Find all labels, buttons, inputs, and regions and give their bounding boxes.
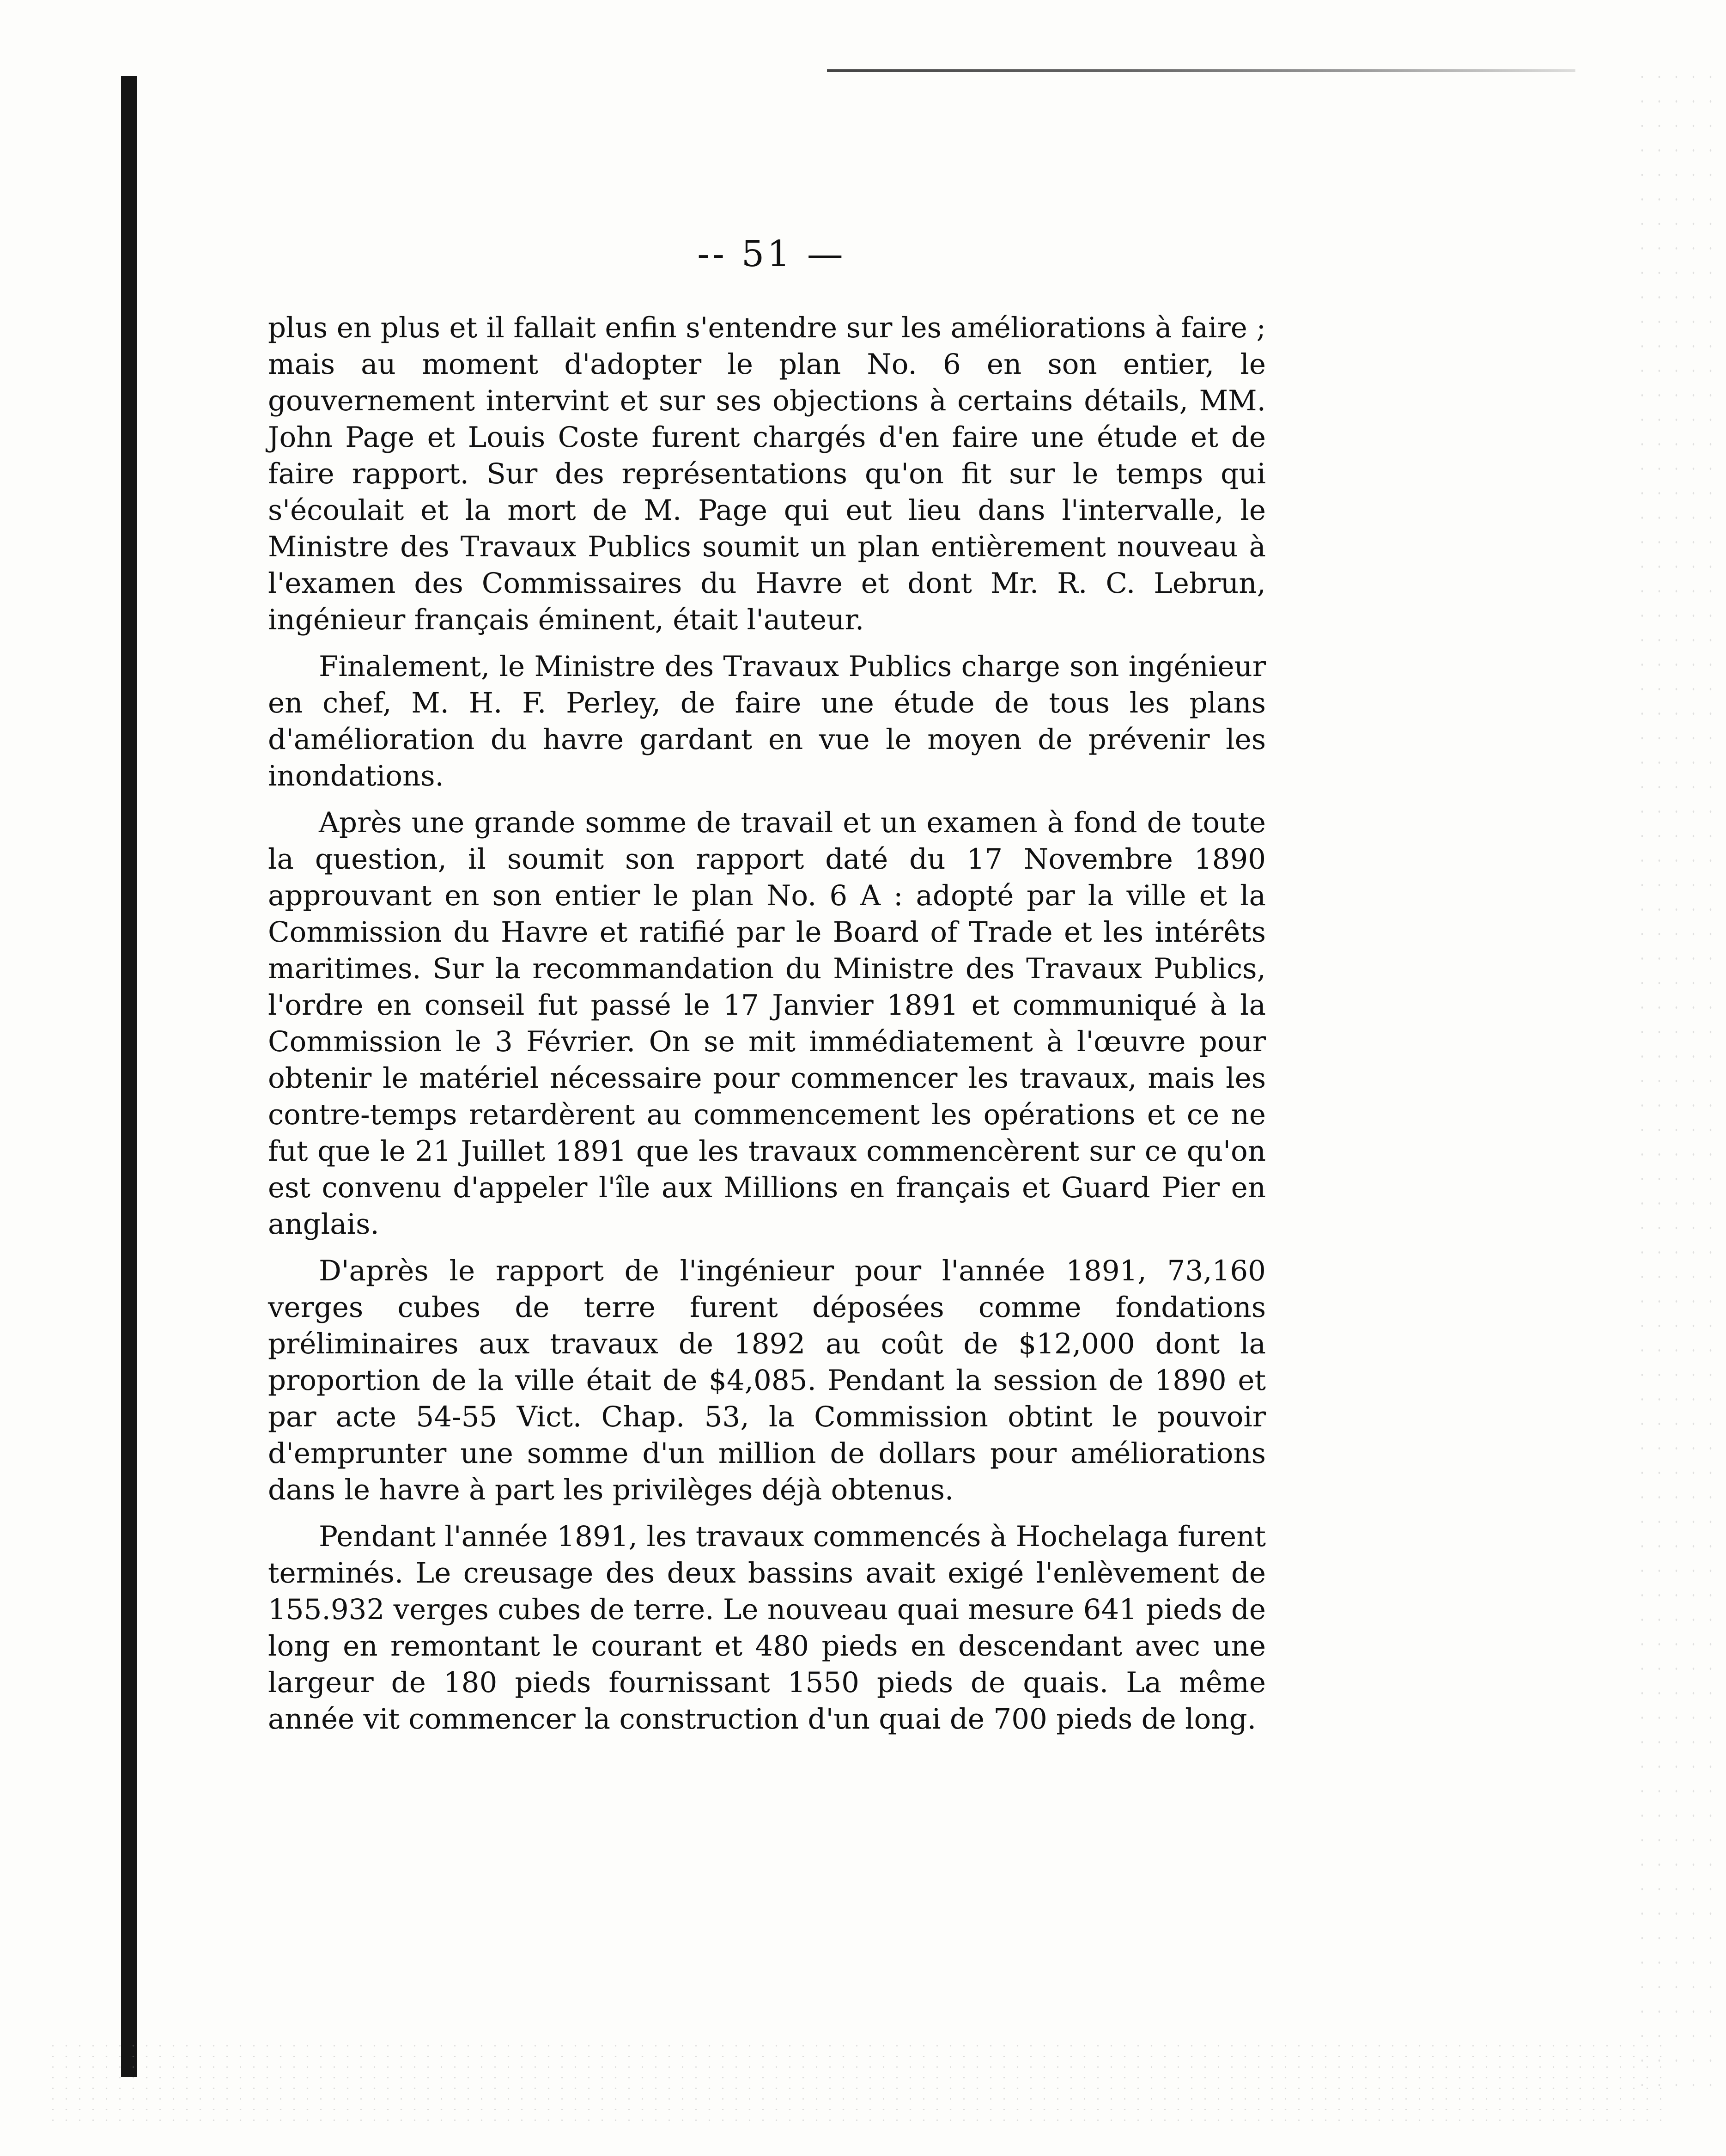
paragraph-3: Après une grande somme de travail et un examen à fond de toute la question, il soumit son rapport daté du 17 Novembre 1890 approuvant en son entier le plan No. 6 A : adopté par la ville et la Commission du Havre et ratifié par le Board of Trade et les intérêts maritimes. Sur la recommandation du Ministre des Travaux Publics, l'ordre en conseil fut passé le 17 Janvier 1891 et communiqué à la Commission le 3 Février. On se mit immédiatement à l'œuvre pour obtenir le matériel nécessaire pour commencer les travaux, mais les contre-temps retardèrent au commencement les opérations et ce ne fut que le 21 Juillet 1891 que les travaux commencèrent sur ce qu'on est convenu d'appeler l'île aux Millions en français et Guard Pier en anglais. — [268, 806, 1266, 1241]
paragraph-1: plus en plus et il fallait enfin s'entendre sur les améliorations à faire ; mais au moment d'adopter le plan No. 6 en son entier, le gouvernement intervint et sur ses objections à certains détails, MM. John Page et Louis Coste furent chargés d'en faire une étude et de faire rapport. Sur des représentations qu'on fit sur le temps qui s'écoulait et la mort de M. Page qui eut lieu dans l'intervalle, le Ministre des Travaux Publics soumit un plan entièrement nouveau à l'examen des Commissaires du Havre et dont Mr. R. C. Lebrun, ingénieur français éminent, était l'auteur. — [268, 311, 1266, 636]
paragraph-4: D'après le rapport de l'ingénieur pour l'année 1891, 73,160 verges cubes de terre furent déposées comme fondations préliminaires aux travaux de 1892 au coût de $12,000 dont la proportion de la ville était de $4,085. Pendant la session de 1890 et par acte 54-55 Vict. Chap. 53, la Commission obtint le pouvoir d'emprunter une somme d'un million de dollars pour améliorations dans le havre à part les privilèges déjà obtenus. — [268, 1255, 1266, 1506]
scan-noise-bottom — [46, 2040, 1663, 2124]
scan-noise-right — [1634, 65, 1726, 2098]
body-text — [268, 310, 1266, 1748]
top-rule — [827, 69, 1575, 72]
paragraph-2: Finalement, le Ministre des Travaux Publics charge son ingénieur en chef, M. H. F. Perley, de faire une étude de tous les plans d'amélioration du havre gardant en vue le moyen de prévenir les inondations. — [268, 650, 1266, 792]
binding-edge — [121, 76, 137, 2077]
paragraph-5: Pendant l'année 1891, les travaux commencés à Hochelaga furent terminés. Le creusage des deux bassins avait exigé l'enlèvement de 155.932 verges cubes de terre. Le nouveau quai mesure 641 pieds de long en remontant le courant et 480 pieds en descendant avec une largeur de 180 pieds fournissant 1550 pieds de quais. La même année vit commencer la construction d'un quai de 700 pieds de long. — [268, 1520, 1266, 1736]
page-number: -- 51 — — [697, 233, 846, 275]
